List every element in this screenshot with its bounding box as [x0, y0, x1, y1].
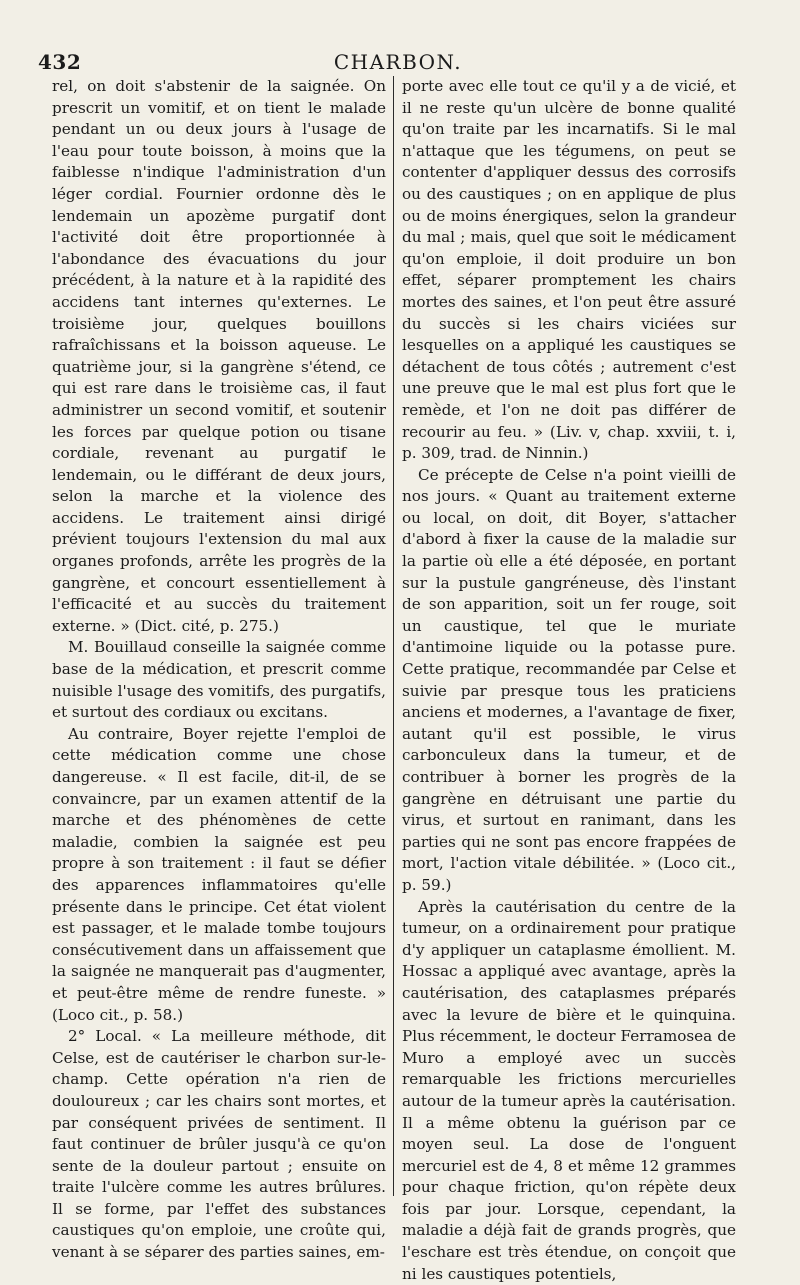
left-column — [52, 76, 386, 1264]
paragraph: rel, on doit s'abstenir de la saignée. On prescrit un vomitif, et on tient le malade pendant un ou deux jours à l'usage de l'eau pour toute boisson, à moins que la faiblesse n'indique l'administration d'un léger cordial. Fournier ordonne dès le lendemain un apozème purgatif dont l'activité doit être proportionnée à l'abondance des évacuations du jour précédent, à la nature et à la rapidité des accidens tant internes qu'externes. Le troisième jour, quelques bouillons rafraîchissans et la boisson aqueuse. Le quatrième jour, si la gangrène s'étend, ce qui est rare dans le troisième cas, il faut administrer un second vomitif, et soutenir les forces par quelque potion ou tisane cordiale, revenant au purgatif le lendemain, ou le différant de deux jours, selon la marche et la violence des accidens. Le traitement ainsi dirigé prévient toujours l'extension du mal aux organes profonds, arrête les progrès de la gangrène, et concourt essentiellement à l'efficacité et au succès du traitement externe. » (Dict. cité, p. 275.) — [52, 77, 386, 635]
running-head: CHARBON. — [333, 50, 463, 74]
paragraph: 2° Local. « La meilleure méthode, dit Celse, est de cautériser le charbon sur-le-champ. Cette opération n'a rien de douloureux ; car les chairs sont mortes, et par conséquent privées de sentiment. Il faut continuer de brûler jusqu'à ce qu'on sente de la douleur partout ; ensuite on traite l'ulcère comme les autres brûlures. Il se forme, par l'effet des substances caustiques qu'on emploie, une croûte qui, venant à se séparer des parties saines, em- — [52, 1027, 386, 1262]
column-divider — [393, 76, 394, 1196]
paragraph: Ce précepte de Celse n'a point vieilli de nos jours. « Quant au traitement externe ou local, on doit, dit Boyer, s'attacher d'abord à fixer la cause de la maladie sur la partie où elle a été déposée, en portant sur la pustule gangréneuse, dès l'instant de son apparition, soit un fer rouge, soit un caustique, tel que le muriate d'antimoine liquide ou la potasse pure. Cette pratique, recommandée par Celse et suivie par presque tous les praticiens anciens et modernes, a l'avantage de fixer, autant qu'il est possible, le virus carbonculeux dans la tumeur, et de contribuer à borner les progrès de la gangrène en détruisant une partie du virus, et surtout en ranimant, dans les parties qui ne sont pas encore frappées de mort, l'action vitale débilitée. » (Loco cit., p. 59.) — [402, 465, 736, 894]
paragraph: Après la cautérisation du centre de la tumeur, on a ordinairement pour pratique d'y appliquer un cataplasme émollient. M. Hossac a appliqué avec avantage, après la cautérisation, des cataplasmes préparés avec la levure de bière et le quinquina. Plus récemment, le docteur Ferramosea de Muro a employé avec un succès remarquable les frictions mercurielles autour de la tumeur après la cautérisation. Il a même obtenu la guérison par ce moyen seul. La dose de l'onguent mercuriel est de 4, 8 et même 12 grammes pour chaque friction, qu'on répète deux fois par jour. Lorsque, cependant, la maladie a déjà fait de grands progrès, que l'eschare est très étendue, on conçoit que ni les caustiques potentiels, — [402, 897, 736, 1283]
right-column — [402, 76, 736, 1285]
paragraph: Au contraire, Boyer rejette l'emploi de cette médication comme une chose dangereuse. « Il est facile, dit-il, de se convaincre, par un examen attentif de la marche et des phénomènes de cette maladie, combien la saignée est peu propre à son traitement : il faut se défier des apparences inflammatoires qu'elle présente dans le principe. Cet état violent est passager, et le malade tombe toujours consécutivement dans un affaissement que la saignée ne manquerait pas d'augmenter, et peut-être même de rendre funeste. » (Loco cit., p. 58.) — [52, 724, 386, 1024]
paragraph: porte avec elle tout ce qu'il y a de vicié, et il ne reste qu'un ulcère de bonne qualité qu'on traite par les incarnatifs. Si le mal n'attaque que les tégumens, on peut se contenter d'appliquer dessus des corrosifs ou des caustiques ; on en applique de plus ou de moins énergiques, selon la grandeur du mal ; mais, quel que soit le médicament qu'on emploie, il doit produire un bon effet, séparer promptement les chairs mortes des saines, et l'on peut être assuré du succès si les chairs viciées sur lesquelles on a appliqué les caustiques se détachent de tous côtés ; autrement c'est une preuve que le mal est plus fort que le remède, et l'on ne doit pas différer de recourir au feu. » (Liv. v, chap. xxviii, t. i, p. 309, trad. de Ninnin.) — [402, 77, 736, 463]
page-header — [38, 44, 758, 74]
paragraph: M. Bouillaud conseille la saignée comme base de la médication, et prescrit comme nuisible l'usage des vomitifs, des purgatifs, et surtout des cordiaux ou excitans. — [52, 638, 386, 722]
page-number: 432 — [38, 50, 82, 74]
